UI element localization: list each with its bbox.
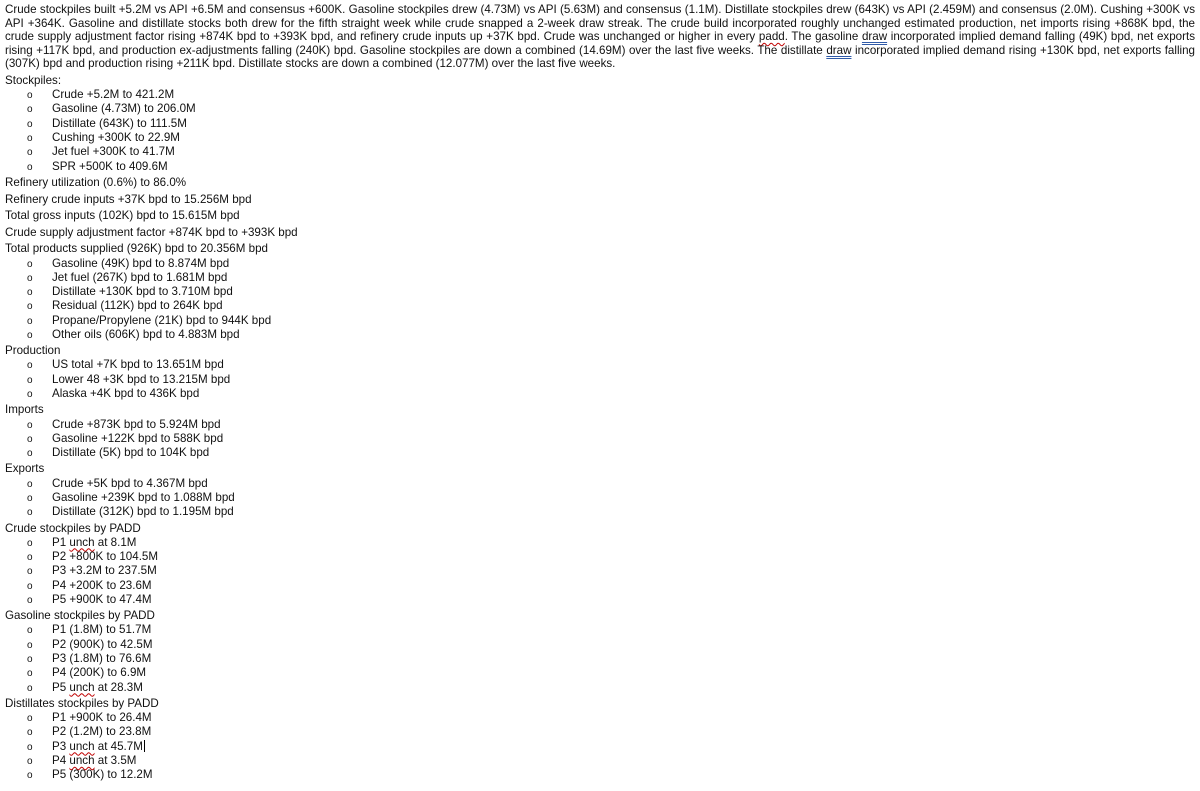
text-cursor [144,740,145,752]
distillates-padd-heading: Distillates stockpiles by PADD [5,696,159,710]
list-item-text: P1 (1.8M) to 51.7M [52,623,152,637]
list-item-text: P4 +200K to 23.6M [52,578,152,592]
list-item [5,711,1195,725]
gross-inputs-line: Total gross inputs (102K) bpd to 15.615M bpd [5,209,240,223]
bullet-marker: o [27,360,33,372]
bullet-marker: o [27,147,33,159]
list-item [5,257,1195,271]
bullet-marker: o [27,374,33,386]
list-item-text: SPR +500K to 409.6M [52,159,168,173]
bullet-marker: o [27,668,33,680]
list-item-text: at 8.1M [94,535,137,549]
gasoline-padd-heading: Gasoline stockpiles by PADD [5,609,155,623]
list-item-text: P4 [52,753,70,767]
bullet-marker: o [27,507,33,519]
list-item-text: Distillate (312K) bpd to 1.195M bpd [52,505,234,519]
list-item [5,328,1195,342]
production-heading: Production [5,344,61,358]
list-item [5,88,1195,102]
list-item [5,387,1195,401]
list-item [5,117,1195,131]
bullet-marker: o [27,258,33,270]
bullet-marker: o [27,625,33,637]
summary-text: incorporated implied demand rising +130K bpd, net exports falling (307K) bpd and production rising +211K bpd. Distillate stocks are down a combined (12.077M) over the last five weeks. [5,43,1195,71]
spellcheck-word[interactable]: unch [69,535,95,549]
bullet-marker: o [27,287,33,299]
stockpiles-heading: Stockpiles: [5,73,62,87]
spellcheck-word[interactable]: padd [758,30,785,44]
bullet-marker: o [27,727,33,739]
bullet-marker: o [27,448,33,460]
list-item-text: Distillate +130K bpd to 3.710M bpd [52,285,233,299]
list-item-text: at 45.7M [94,739,143,753]
spellcheck-word[interactable]: unch [69,680,95,694]
list-item [5,768,1195,782]
list-item [5,681,1195,695]
list-item-text: Crude +5K bpd to 4.367M bpd [52,476,208,490]
list-item [5,754,1195,768]
crude-padd-heading: Crude stockpiles by PADD [5,521,141,535]
list-item-text: Distillate (643K) to 111.5M [52,116,187,130]
list-item [5,373,1195,387]
list-item [5,536,1195,550]
list-item [5,652,1195,666]
bullet-marker: o [27,713,33,725]
list-item [5,285,1195,299]
list-item [5,593,1195,607]
list-item-text: at 3.5M [94,753,137,767]
list-item [5,418,1195,432]
list-item-text: Jet fuel +300K to 41.7M [52,145,175,159]
exports-heading: Exports [5,462,45,476]
list-item [5,725,1195,739]
bullet-marker: o [27,272,33,284]
bullet-marker: o [27,161,33,173]
bullet-marker: o [27,594,33,606]
list-item-text: Alaska +4K bpd to 436K bpd [52,387,200,401]
list-item-text: P5 [52,680,70,694]
list-item [5,550,1195,564]
bullet-marker: o [27,478,33,490]
list-item-text: US total +7K bpd to 13.651M bpd [52,358,224,372]
bullet-marker: o [27,552,33,563]
bullet-marker: o [27,639,33,651]
list-item [5,131,1195,145]
list-item-text: Crude +5.2M to 421.2M [52,88,175,102]
list-item [5,638,1195,652]
list-item-text: Lower 48 +3K bpd to 13.215M bpd [52,372,231,386]
bullet-marker: o [27,118,33,130]
list-item-text: Cushing +300K to 22.9M [52,131,180,145]
list-item-text: Other oils (606K) bpd to 4.883M bpd [52,327,240,341]
bullet-marker: o [27,537,33,549]
list-item-text: Residual (112K) bpd to 264K bpd [52,299,223,313]
bullet-marker: o [27,133,33,145]
summary-text: incorporated implied demand falling (49K) bpd, net exports rising +117K bpd, and production ex-adjustments falling (240K) bpd. Gasoline stockpiles are down a combined (14.69M) over the last five weeks. The distillate [5,30,1195,57]
list-item [5,505,1195,519]
list-item-text: P3 [52,739,70,753]
bullet-marker: o [27,315,33,327]
list-item [5,446,1195,460]
bullet-marker: o [27,433,33,445]
grammar-flag-word[interactable]: draw [826,43,852,57]
list-item-text: P5 (300K) to 12.2M [52,768,153,782]
refinery-utilization-line: Refinery utilization (0.6%) to 86.0% [5,175,187,189]
list-item-text: P1 [52,535,70,549]
bullet-marker: o [27,90,33,102]
list-item-text: Jet fuel (267K) bpd to 1.681M bpd [52,270,228,284]
spellcheck-word[interactable]: unch [69,739,95,753]
bullet-marker: o [27,492,33,504]
list-item-text: P4 (200K) to 6.9M [52,666,147,680]
list-item [5,299,1195,313]
list-item [5,477,1195,491]
list-item-text: P3 +3.2M to 237.5M [52,564,157,578]
list-item [5,623,1195,637]
bullet-marker: o [27,104,33,116]
summary-text: Crude stockpiles built +5.2M vs API +6.5M and consensus +600K. Gasoline stockpiles drew (4.73M) vs API (5.63M) and consensus (1.1M). Distillate stockpiles drew (643K) vs API (2.459M) and consensus (2.0M). Cushing +300K vs API +364K. Gasoline and distillate stocks both drew for the fifth straight week while crude snapped a 2-week draw streak. The crude build incorporated roughly unchanged estimated production, net imports rising +868K bpd, the crude supply adjustment factor rising +874K bpd to +393K bpd, and refinery crude inputs up +37K bpd. Crude was unchanged or higher in every [5,3,1195,44]
list-item [5,145,1195,159]
list-item-text: Gasoline (49K) bpd to 8.874M bpd [52,256,230,270]
list-item-text: P3 (1.8M) to 76.6M [52,651,152,665]
imports-heading: Imports [5,403,44,417]
list-item [5,102,1195,116]
bullet-marker: o [27,741,33,753]
list-item-text: Propane/Propylene (21K) bpd to 944K bpd [52,313,272,327]
bullet-marker: o [27,580,33,592]
summary-paragraph [5,3,1195,71]
bullet-marker: o [27,389,33,401]
list-item-text: Gasoline +239K bpd to 1.088M bpd [52,490,235,504]
list-item [5,564,1195,578]
bullet-marker: o [27,770,33,782]
refinery-inputs-line: Refinery crude inputs +37K bpd to 15.256M bpd [5,192,252,206]
bullet-marker: o [27,566,33,578]
list-item [5,579,1195,593]
list-item [5,491,1195,505]
bullet-marker: o [27,329,33,341]
list-item-text: Crude +873K bpd to 5.924M bpd [52,417,221,431]
list-item-text: Gasoline +122K bpd to 588K bpd [52,431,224,445]
list-item-text: P5 +900K to 47.4M [52,592,152,606]
products-heading: Total products supplied (926K) bpd to 20.356M bpd [5,242,268,256]
list-item-text: Distillate (5K) bpd to 104K bpd [52,446,210,460]
list-item-text: P2 +800K to 104.5M [52,550,159,563]
bullet-marker: o [27,419,33,431]
list-item [5,358,1195,372]
grammar-flag-word[interactable]: draw [861,30,888,44]
list-item [5,666,1195,680]
list-item-text: P1 +900K to 26.4M [52,711,152,725]
bullet-marker: o [27,755,33,767]
list-item-text: P2 (1.2M) to 23.8M [52,725,152,739]
list-item [5,740,1195,754]
list-item [5,432,1195,446]
supply-adjustment-line: Crude supply adjustment factor +874K bpd to +393K bpd [5,225,298,239]
bullet-marker: o [27,682,33,694]
list-item-text: Gasoline (4.73M) to 206.0M [52,102,196,116]
bullet-marker: o [27,653,33,665]
list-item [5,160,1195,174]
summary-text: . The gasoline [784,30,862,44]
bullet-marker: o [27,301,33,313]
list-item-text: at 28.3M [94,680,143,694]
spellcheck-word[interactable]: unch [69,753,95,767]
list-item-text: P2 (900K) to 42.5M [52,637,153,651]
list-item [5,271,1195,285]
list-item [5,314,1195,328]
